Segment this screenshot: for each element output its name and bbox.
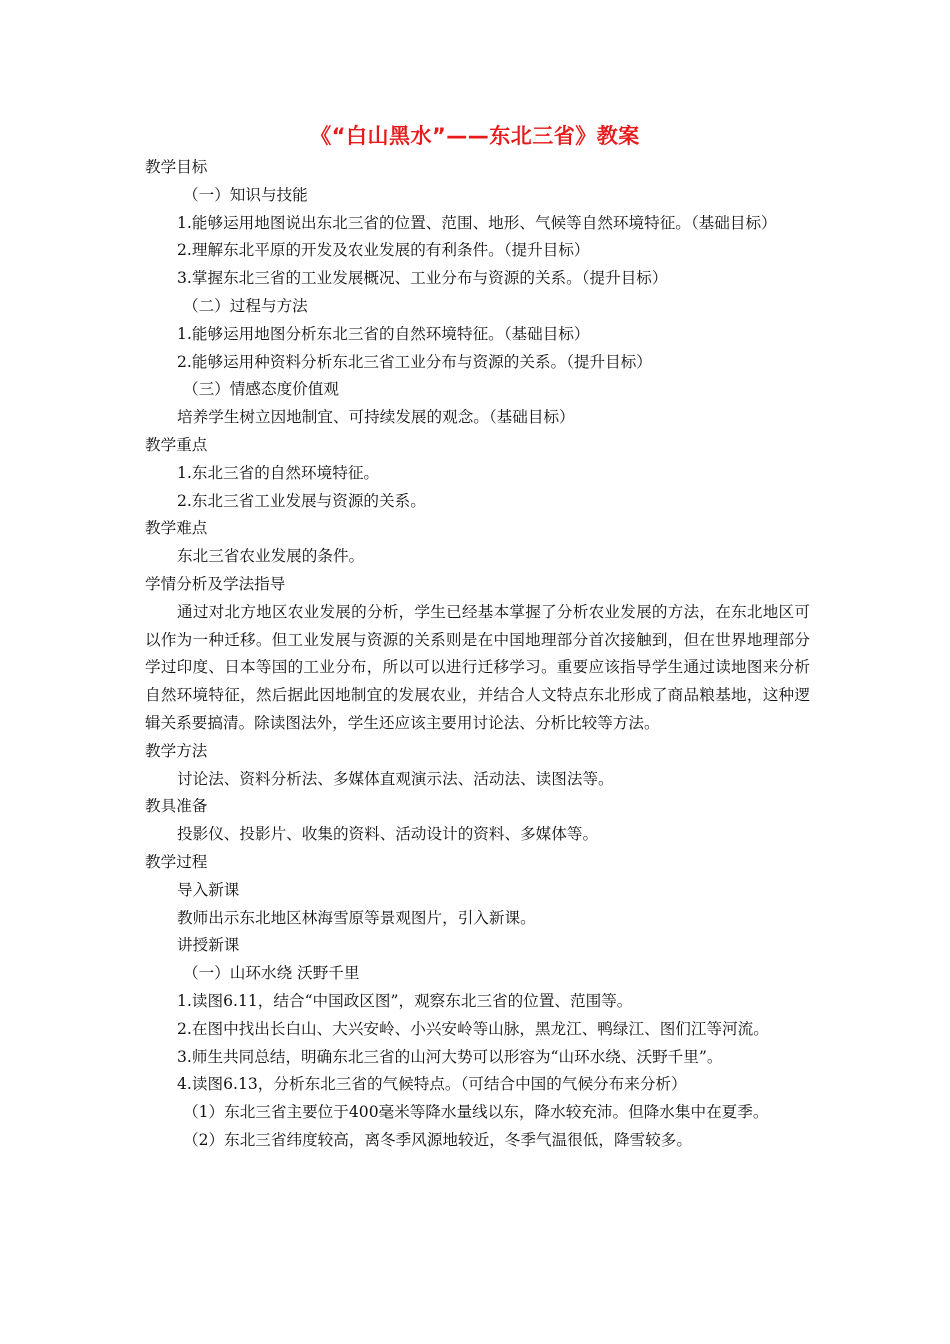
climate-point-2: （2）东北三省纬度较高，离冬季风源地较近，冬季气温很低，降雪较多。 [183,1130,692,1149]
section-heading-1: （一）山环水绕 沃野千里 [183,964,360,983]
heading-teaching-methods: 教学方法 [145,741,208,760]
subheading-new-lesson: 讲授新课 [177,936,240,955]
climate-point-1: （1）东北三省主要位于400毫米等降水量线以东，降水较充沛。但降水集中在夏季。 [183,1103,769,1122]
subheading-process-methods: （二）过程与方法 [183,296,308,315]
document-body [145,154,810,1155]
student-analysis-paragraph: 通过对北方地区农业发展的分析，学生已经基本掌握了分析农业发展的方法，在东北地区可以作为一种迁移。但工业发展与资源的关系则是在中国地理部分首次接触到，但在世界地理部分学过印度、日本等国的工业分布，所以可以进行迁移学习。重要应该指导学生通过读地图来分析自然环境特征，然后据此因地制宜的发展农业，并结合人文特点东北形成了商品粮基地，这种逻辑关系要搞清。除读图法外，学生还应该主要用讨论法、分析比较等方法。 [145,602,810,732]
heading-student-analysis: 学情分析及学法指导 [145,574,286,593]
attitude-item: 培养学生树立因地制宜、可持续发展的观念。（基础目标） [177,408,575,427]
teaching-methods-item: 讨论法、资料分析法、多媒体直观演示法、活动法、读图法等。 [177,769,614,788]
heading-teaching-goals: 教学目标 [145,158,208,176]
goal-item-2: 2.理解东北平原的开发及农业发展的有利条件。（提升目标） [177,241,590,260]
subheading-intro: 导入新课 [177,880,240,899]
difficulty-item: 东北三省农业发展的条件。 [177,547,365,566]
teaching-aids-item: 投影仪、投影片、收集的资料、活动设计的资料、多媒体等。 [177,825,599,844]
key-point-2: 2.东北三省工业发展与资源的关系。 [177,491,426,510]
heading-teaching-process: 教学过程 [145,852,208,871]
goal-item-3: 3.掌握东北三省的工业发展概况、工业分布与资源的关系。（提升目标） [177,269,668,288]
subheading-attitude-values: （三）情感态度价值观 [183,380,339,399]
key-point-1: 1.东北三省的自然环境特征。 [177,463,380,482]
heading-teaching-aids: 教具准备 [145,797,208,816]
lesson-step-1: 1.读图6.11，结合“中国政区图”，观察东北三省的位置、范围等。 [177,991,633,1010]
process-item-1: 1.能够运用地图分析东北三省的自然环境特征。（基础目标） [177,324,590,343]
lesson-step-4: 4.读图6.13，分析东北三省的气候特点。（可结合中国的气候分布来分析） [177,1075,687,1094]
lesson-step-3: 3.师生共同总结，明确东北三省的山河大势可以形容为“山环水绕、沃野千里”。 [177,1047,723,1066]
lesson-step-2: 2.在图中找出长白山、大兴安岭、小兴安岭等山脉，黑龙江、鸭绿江、图们江等河流。 [177,1019,769,1038]
document-title: 《“白山黑水”——东北三省》教案 [310,124,640,148]
heading-difficulties: 教学难点 [145,519,208,538]
heading-key-points: 教学重点 [145,435,208,454]
process-item-2: 2.能够运用种资料分析东北三省工业分布与资源的关系。（提升目标） [177,352,652,371]
goal-item-1: 1.能够运用地图说出东北三省的位置、范围、地形、气候等自然环境特征。（基础目标） [177,213,777,232]
subheading-knowledge-skills: （一）知识与技能 [183,185,308,204]
intro-item: 教师出示东北地区林海雪原等景观图片，引入新课。 [177,908,536,927]
